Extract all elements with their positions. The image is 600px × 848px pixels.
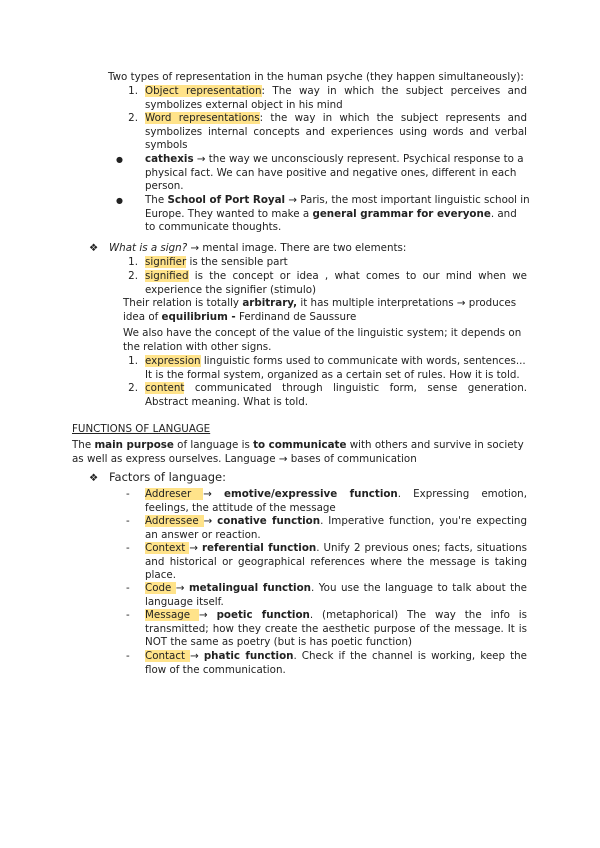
list-number: 1. [128, 85, 138, 97]
diamond-bullet-icon: ❖ [89, 472, 99, 484]
sign-question-rest: → mental image. There are two elements: [187, 242, 407, 254]
arrow-text: → [189, 542, 202, 554]
bold-term: metalingual function [188, 582, 311, 594]
bullet-rest: → the way we unconsciously represent. Psychical response to a physical fact. We can have positive and negative ones, different in each person. [145, 153, 524, 193]
factor-rest: . Check if the channel is working, keep the flow of the communication. [145, 650, 528, 676]
factor-rest: . You use the language to talk about the language itself. [145, 582, 527, 608]
dash-bullet: - [126, 488, 130, 500]
highlight-term: Contact [145, 650, 191, 662]
bold-term: main purpose [94, 439, 174, 451]
list-number: 2. [128, 270, 138, 282]
arrow-text: → [175, 582, 189, 594]
sign-item-2 [145, 270, 527, 297]
section-heading: FUNCTIONS OF LANGUAGE [72, 423, 211, 435]
value-item-2 [145, 382, 527, 409]
bold-term: phatic function [203, 650, 294, 662]
dash-bullet: - [126, 582, 130, 594]
sign-question-line [109, 242, 529, 256]
text-span: → Paris, the most important linguistic school in Europe. They wanted to make a [145, 194, 530, 220]
arrow-text: → [190, 650, 204, 662]
list-item-rest: is the sensible part [186, 256, 288, 268]
highlight-term: Code [145, 582, 176, 594]
dash-bullet: - [126, 650, 130, 662]
bullet-text [145, 153, 530, 194]
list-number: 2. [128, 382, 138, 394]
value-item-1 [145, 355, 527, 382]
list-item-rest: : The way in which the subject perceives and symbolizes external object in his mind [145, 85, 527, 111]
dash-bullet: - [126, 542, 130, 554]
highlight-term: Addressee [145, 515, 204, 527]
highlight-term: signifier [145, 256, 187, 268]
text-span: The [72, 439, 95, 451]
bold-term: arbitrary, [242, 297, 298, 309]
diamond-bullet-icon: ❖ [89, 242, 99, 254]
relation-paragraph [123, 297, 528, 324]
list-item-rest: communicated through linguistic form, sense generation. Abstract meaning. What is told. [145, 382, 527, 408]
bullet-dot: ● [116, 155, 123, 164]
list-item-text [145, 85, 527, 112]
list-item-rest: is the concept or idea , what comes to our mind when we experience the signifier (stimulo) [145, 270, 527, 296]
factor-rest: . Unify 2 previous ones; facts, situations and historical or geographical references where the message is taking place. [145, 542, 527, 582]
factor-rest: . (metaphorical) The way the info is transmitted; how they create the aesthetic purpose of the message. It is NOT the same as poetry (but is has poetic function) [145, 609, 528, 649]
intro-line: Two types of representation in the human psyche (they happen simultaneously): [108, 71, 524, 83]
highlight-term: Addreser [145, 488, 204, 500]
bullet-text [145, 194, 530, 235]
bold-term: general grammar for everyone [312, 207, 491, 220]
factor-text [145, 488, 527, 515]
list-number: 1. [128, 256, 138, 268]
factor-text [145, 650, 527, 677]
text-span: Their relation is totally [123, 297, 243, 309]
value-paragraph: We also have the concept of the value of the linguistic system; it depends on the relation with other signs. [123, 327, 522, 353]
text-span: of language is [173, 439, 254, 451]
text-span: it has multiple interpretations → produces idea of [123, 297, 517, 323]
bold-term: to communicate [253, 439, 347, 451]
factor-rest: . Expressing emotion, feelings, the attitude of the message [145, 488, 527, 514]
highlight-term: Object representation [145, 85, 262, 97]
bold-term: poetic function [216, 609, 310, 621]
text-span: with others and survive in society as well as express ourselves. Language → bases of communication [72, 439, 524, 465]
factors-label: Factors of language: [109, 470, 227, 484]
bold-term: emotive/expressive function [224, 488, 398, 500]
list-item-rest: linguistic forms used to communicate with words, sentences... It is the formal system, organized as a certain set of rules. How it is told. [145, 355, 526, 381]
bold-term: cathexis [145, 153, 194, 165]
dash-bullet: - [126, 515, 130, 527]
bold-term: School of Port Royal [167, 194, 286, 206]
arrow-text: → [203, 515, 218, 527]
highlight-term: Context [145, 542, 190, 554]
highlight-term: content [145, 382, 185, 394]
highlight-term: expression [145, 355, 201, 367]
arrow-text: → [203, 488, 225, 500]
factor-rest: . Imperative function, you're expecting an answer or reaction. [145, 515, 527, 541]
text-span: Ferdinand de Saussure [235, 310, 357, 323]
bold-term: conative function [217, 515, 321, 527]
highlight-term: signified [145, 270, 189, 282]
text-span: . and to communicate thoughts. [145, 207, 517, 234]
highlight-term: Message [145, 609, 200, 621]
bold-term: equilibrium - [161, 310, 236, 323]
arrow-text: → [199, 609, 217, 621]
factor-text [145, 582, 527, 609]
highlight-term: Word representations [145, 112, 260, 124]
bold-term: referential function [201, 542, 317, 554]
list-item-text [145, 112, 527, 153]
factor-text [145, 609, 527, 650]
list-number: 2. [128, 112, 138, 124]
list-item-rest: : the way in which the subject represents and symbolizes internal concepts and experiences using words and verbal symbols [145, 112, 527, 152]
functions-paragraph [72, 439, 530, 466]
factor-text [145, 542, 527, 583]
sign-item-1 [145, 256, 527, 270]
factor-text [145, 515, 527, 542]
list-number: 1. [128, 355, 138, 367]
dash-bullet: - [126, 609, 130, 621]
bullet-dot: ● [116, 196, 123, 205]
text-span: The [145, 194, 168, 206]
sign-question: What is a sign? [109, 242, 188, 254]
